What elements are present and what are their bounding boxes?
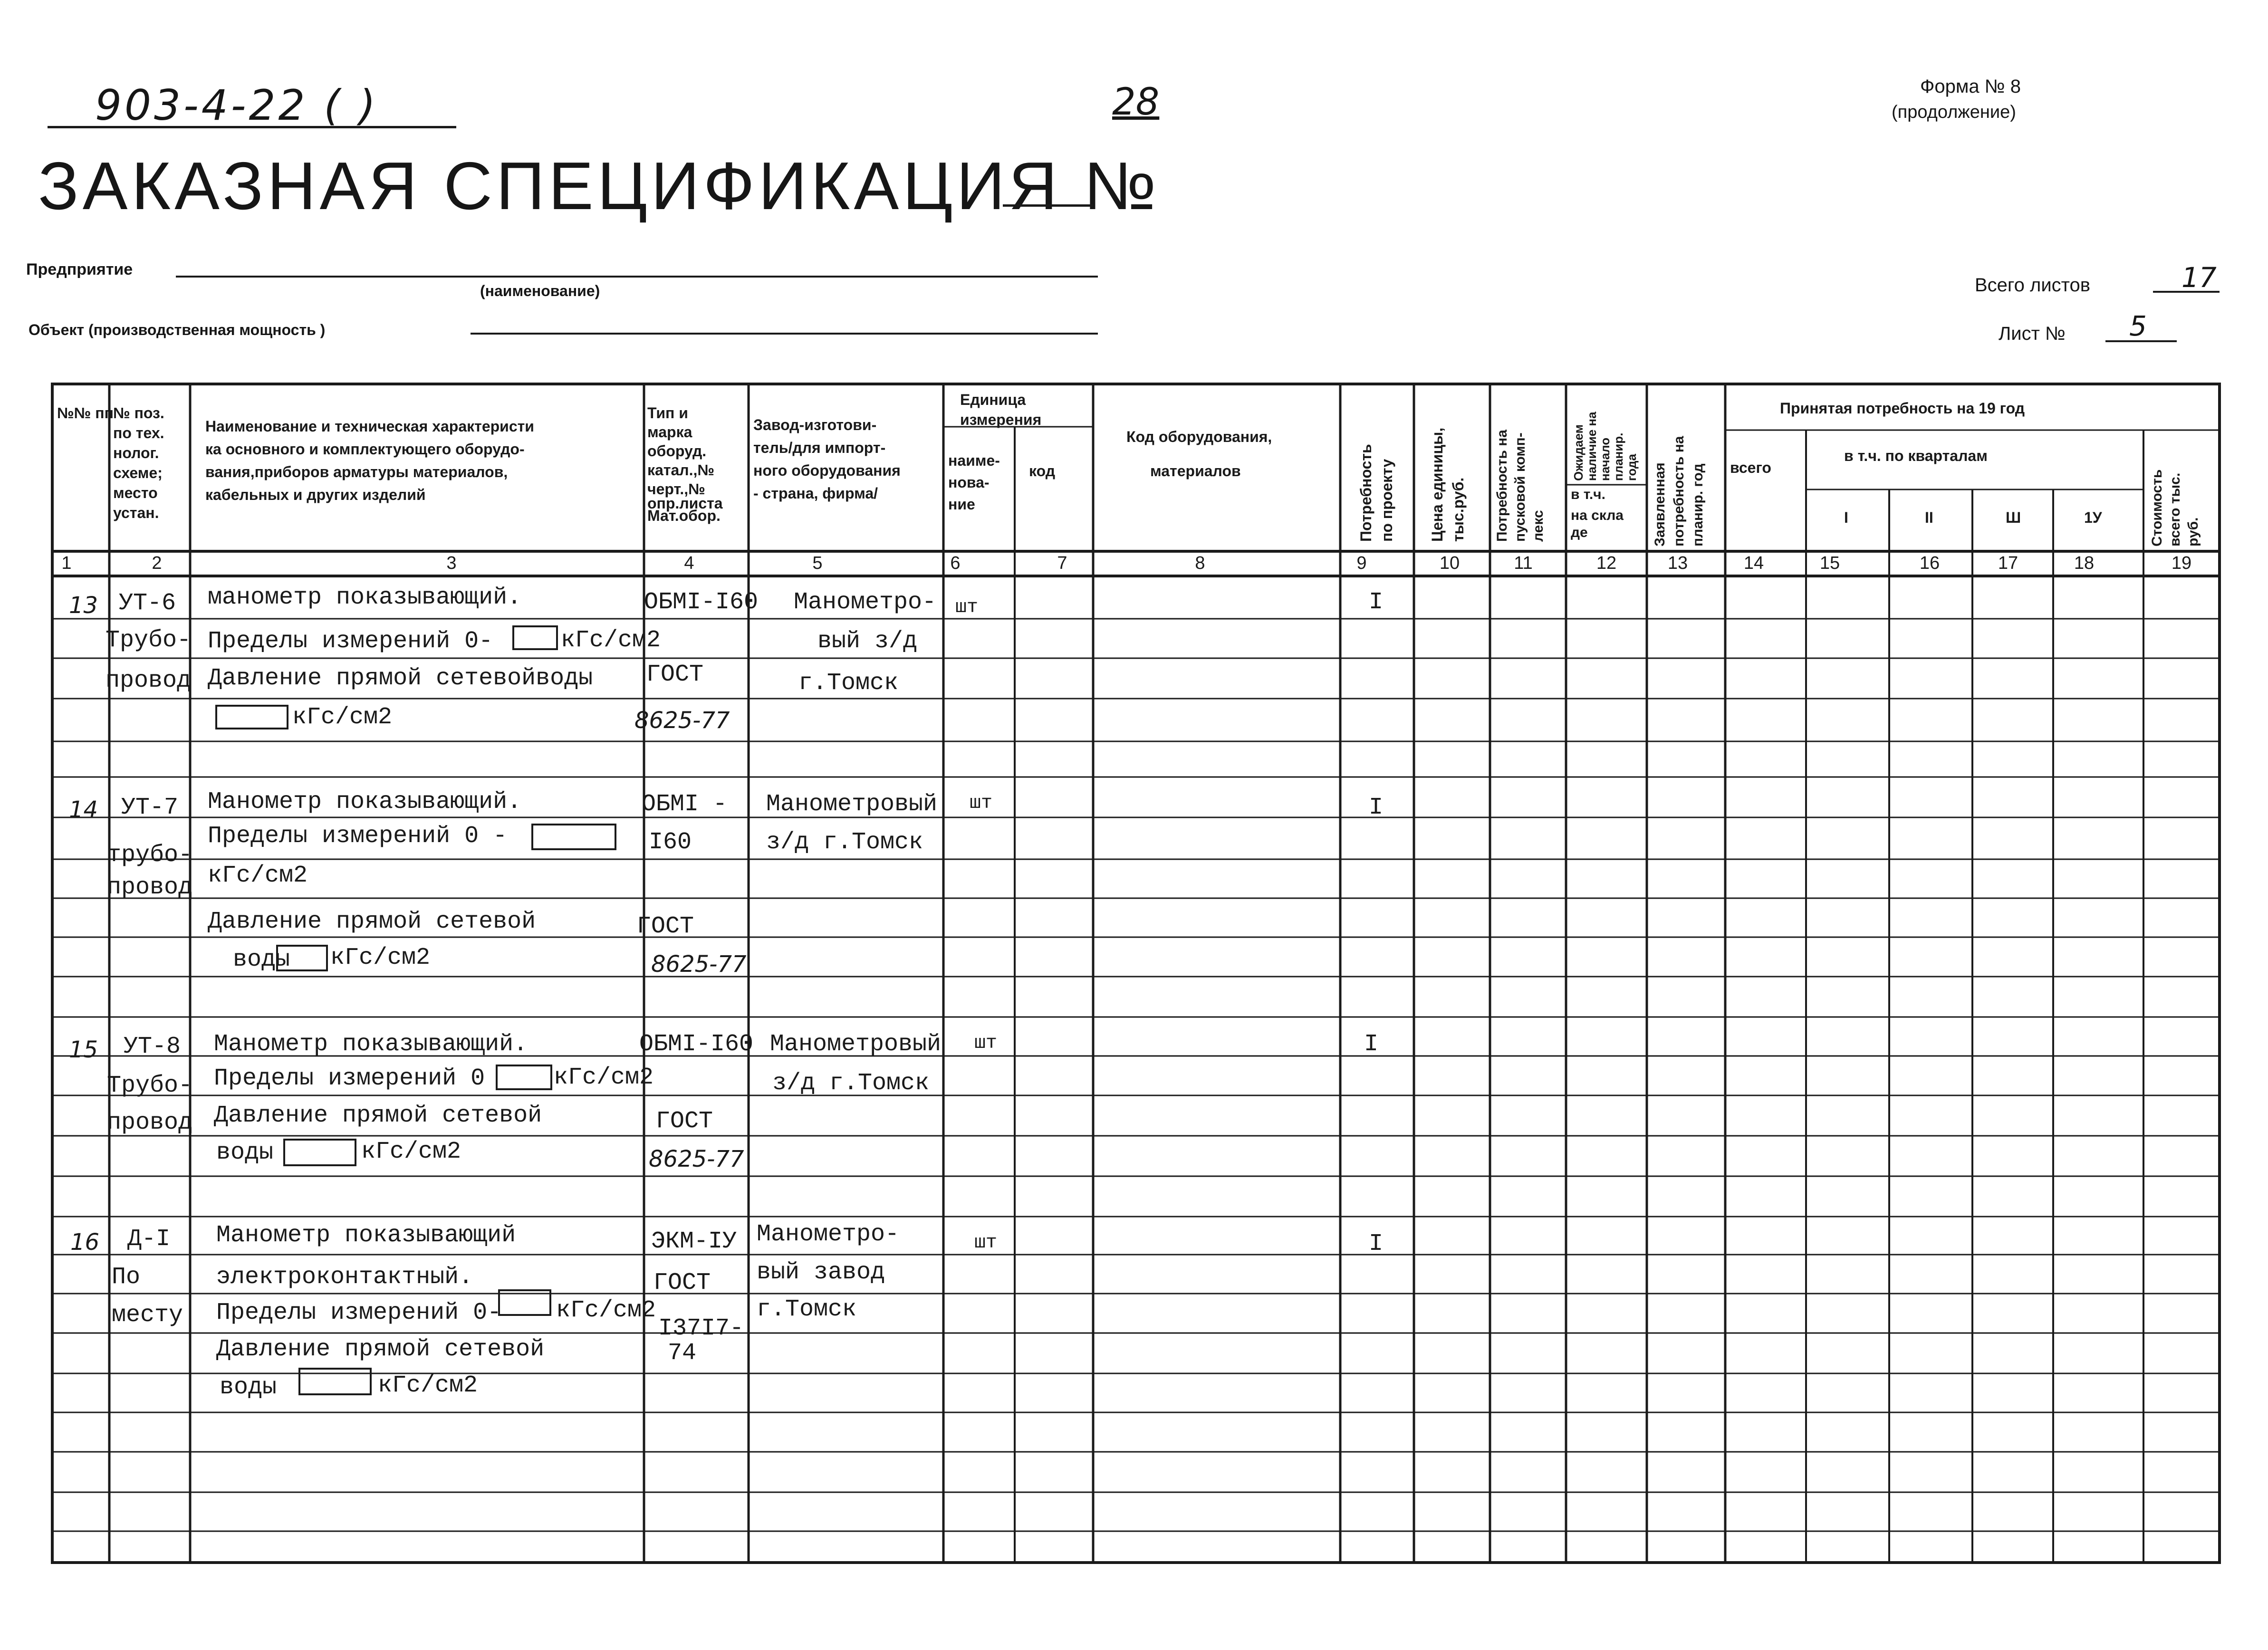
row-position: УТ-7	[121, 794, 179, 821]
row-description: кГс/см2	[292, 704, 393, 731]
row-manufacturer: з/д г.Томск	[766, 829, 923, 856]
row-place: трубо-	[107, 842, 193, 869]
row-place: Трубо-	[107, 1072, 193, 1099]
row-type: 8625-77	[634, 707, 730, 734]
row-description: кГс/см2	[378, 1372, 478, 1399]
row-description: кГс/см2	[556, 1297, 656, 1324]
unit-group-header: Единица измерения	[960, 391, 1042, 428]
row-description: Манометр показывающий.	[208, 788, 522, 815]
object-label: Объект (производственная мощность )	[29, 321, 326, 338]
row-type: I60	[649, 829, 692, 856]
quarters-group-header: в т.ч. по кварталам	[1844, 447, 1988, 464]
col-number: 13	[1667, 553, 1688, 573]
row-number: 16	[70, 1229, 100, 1256]
row-unit: шт	[974, 1033, 998, 1054]
total-sheets-label: Всего листов	[1975, 275, 2091, 296]
col-number: 3	[446, 553, 457, 573]
col-number: 6	[950, 553, 961, 573]
col-header-11: Потребность на пусковой комп- лекс	[1494, 430, 1546, 542]
document-number: 903-4-22 ( )	[95, 81, 379, 130]
row-description: кГс/см2	[561, 627, 661, 654]
row-quantity: I	[1369, 589, 1384, 616]
total-sheets-value: 17	[2182, 261, 2217, 294]
col-header-2: № поз. по тех. нолог. схеме; место устан.	[113, 404, 164, 521]
row-place: По	[112, 1264, 141, 1291]
col-number: 9	[1356, 553, 1367, 573]
row-manufacturer: г.Томск	[757, 1296, 857, 1323]
row-quantity: I	[1369, 794, 1384, 821]
row-type: ГОСТ	[656, 1108, 713, 1135]
col-number: 7	[1057, 553, 1067, 573]
page-number: 28	[1112, 81, 1160, 124]
row-description: Давление прямой сетевой	[208, 908, 536, 935]
row-manufacturer: вый завод	[757, 1259, 885, 1286]
row-type: I37I7-	[658, 1315, 744, 1342]
col-number: 2	[152, 553, 162, 573]
row-position: УТ-6	[119, 590, 176, 617]
row-description: Давление прямой сетевойводы	[208, 665, 593, 692]
row-place: провод	[106, 667, 192, 694]
row-description: Давление прямой сетевой	[216, 1336, 545, 1363]
row-manufacturer: Манометро-	[757, 1221, 900, 1248]
row-description: кГс/см2	[554, 1064, 654, 1091]
col-header-14: всего	[1730, 459, 1771, 476]
row-description: Пределы измерений 0	[214, 1065, 485, 1092]
col-header-13: Заявленная потребность на планир. год	[1652, 436, 1706, 547]
accepted-group-header: Принятая потребность на 19 год	[1780, 400, 2025, 417]
col-header-19: Стоимость всего тыс. руб.	[2149, 469, 2201, 547]
col-header-12a: Ожидаем наличие на начало планир. года	[1571, 412, 1639, 481]
row-type: ГОСТ	[653, 1269, 711, 1296]
quarter-2-header: II	[1925, 509, 1933, 526]
row-description: Пределы измерений 0 -	[208, 823, 508, 850]
row-description: кГс/см2	[361, 1138, 461, 1165]
form-label: Форма № 8	[1920, 76, 2021, 97]
form-sublabel: (продолжение)	[1892, 102, 2016, 122]
row-number: 14	[69, 796, 98, 823]
quarter-3-header: Ш	[2006, 509, 2021, 526]
row-type: ОБМI-I60	[644, 589, 759, 616]
row-type: ЭКМ-IУ	[651, 1228, 737, 1255]
row-manufacturer: Манометровый	[770, 1031, 942, 1058]
row-description: кГс/см2	[330, 944, 431, 971]
page-title: ЗАКАЗНАЯ СПЕЦИФИКАЦИЯ №	[38, 148, 1160, 224]
col-number: 5	[812, 553, 823, 573]
enterprise-label: Предприятие	[26, 260, 133, 278]
col-number: 17	[1998, 553, 2018, 573]
row-description: Пределы измерений 0-	[216, 1299, 502, 1326]
row-place: месту	[112, 1302, 183, 1329]
row-manufacturer: з/д г.Томск	[772, 1070, 930, 1097]
col-header-4: Тип и марка оборуд. катал.,№ черт.,№ опр.листа Мат.обор.	[647, 404, 723, 524]
row-manufacturer: Манометровый	[766, 791, 938, 818]
sheet-value: 5	[2129, 310, 2147, 342]
col-number: 10	[1439, 553, 1460, 573]
row-description: воды	[233, 946, 290, 973]
row-type: 74	[668, 1340, 697, 1367]
row-quantity: I	[1364, 1031, 1379, 1058]
row-manufacturer: г.Томск	[798, 670, 899, 697]
row-place: Трубо-	[106, 627, 192, 654]
col-header-6: наиме- нова- ние	[948, 452, 1000, 513]
col-number: 16	[1919, 553, 1940, 573]
name-caption: (наименование)	[480, 282, 600, 299]
col-number: 18	[2074, 553, 2095, 573]
row-quantity: I	[1369, 1230, 1384, 1257]
row-description: манометр показывающий.	[208, 584, 522, 611]
row-unit: шт	[974, 1232, 998, 1254]
row-description: воды	[216, 1139, 274, 1166]
row-place: провод	[107, 1109, 193, 1136]
col-header-10: Цена единицы, тыс.руб.	[1429, 427, 1467, 542]
col-number: 11	[1514, 553, 1533, 573]
quarter-1-header: I	[1844, 509, 1848, 526]
col-header-1: №№ пп	[57, 404, 114, 422]
col-header-3: Наименование и техническая характеристи ка основного и комплектующего оборудо- вания,приборов арматуры материалов, кабельных и других изделий	[205, 418, 534, 503]
col-number: 1	[61, 553, 72, 573]
row-description: Манометр показывающий	[216, 1222, 516, 1249]
col-header-12b: в т.ч. на скла де	[1571, 487, 1624, 540]
col-number: 14	[1743, 553, 1764, 573]
row-manufacturer: Манометро-	[794, 589, 937, 616]
row-type: 8625-77	[649, 1146, 744, 1172]
quarter-4-header: 1У	[2084, 509, 2102, 526]
row-description: Пределы измерений 0-	[208, 628, 493, 655]
row-manufacturer: вый з/д	[817, 628, 918, 655]
row-description: кГс/см2	[208, 862, 308, 889]
row-description: Давление прямой сетевой	[214, 1102, 542, 1129]
row-number: 15	[69, 1036, 98, 1063]
row-position: УТ-8	[124, 1033, 181, 1060]
col-header-8: Код оборудования, материалов	[1126, 428, 1272, 480]
row-unit: шт	[970, 793, 993, 814]
row-type: 8625-77	[651, 951, 747, 978]
row-type: ОБМI-I60	[639, 1031, 754, 1058]
row-description: Манометр показывающий.	[214, 1031, 528, 1058]
row-description: электроконтактный.	[216, 1264, 473, 1291]
row-position: Д-I	[127, 1226, 171, 1253]
col-header-5: Завод-изготови- тель/для импорт- ного оборудования - страна, фирма/	[753, 416, 901, 502]
col-header-9: Потребность по проекту	[1357, 444, 1395, 542]
col-header-7: код	[1029, 462, 1056, 480]
col-number: 19	[2171, 553, 2192, 573]
row-unit: шт	[955, 597, 979, 618]
col-number: 4	[684, 553, 694, 573]
col-number: 12	[1596, 553, 1617, 573]
row-type: ГОСТ	[646, 661, 704, 688]
col-number: 15	[1819, 553, 1840, 573]
row-number: 13	[69, 592, 98, 619]
row-type: ГОСТ	[637, 913, 694, 940]
sheet-label: Лист №	[1999, 323, 2066, 344]
col-number: 8	[1195, 553, 1205, 573]
row-place: провод	[107, 874, 193, 901]
row-description: воды	[220, 1374, 277, 1401]
row-type: ОБМI -	[642, 791, 728, 818]
